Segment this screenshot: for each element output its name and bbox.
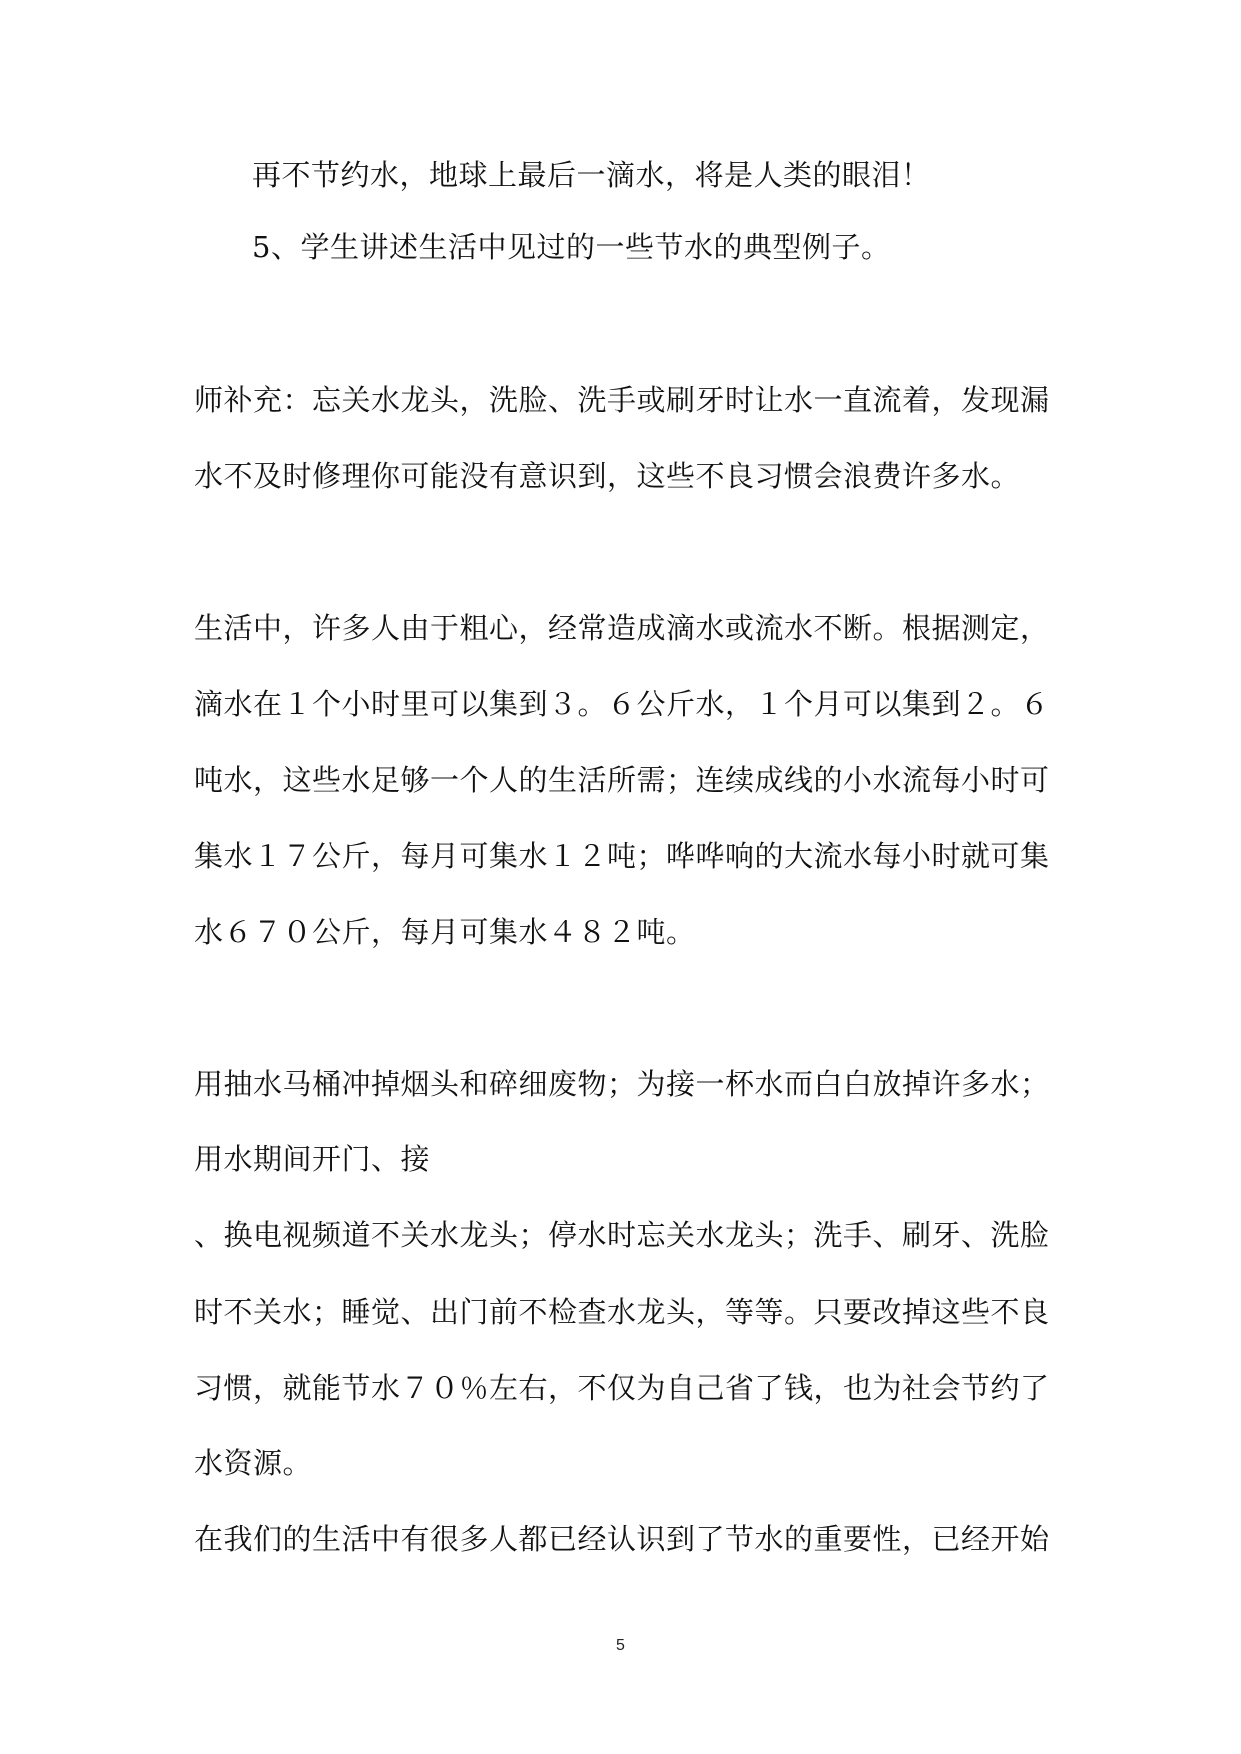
text-line: 师补充：忘关水龙头，洗脸、洗手或刷牙时让水一直流着，发现漏 [194,383,1050,417]
text-line: 吨水，这些水足够一个人的生活所需；连续成线的小水流每小时可 [194,763,1050,797]
text-line: 再不节约水，地球上最后一滴水，将是人类的眼泪！ [252,158,931,192]
text-line: 用水期间开门、接 [194,1142,431,1176]
text-line: 水资源。 [194,1446,313,1480]
text-line: 5、学生讲述生活中见过的一些节水的典型例子。 [252,230,891,264]
text-line: 在我们的生活中有很多人都已经认识到了节水的重要性，已经开始 [194,1522,1050,1556]
text-line: 水６７０公斤，每月可集水４８２吨。 [194,915,696,949]
page-number: 5 [616,1637,625,1654]
text-line: 时不关水；睡觉、出门前不检查水龙头，等等。只要改掉这些不良 [194,1295,1050,1329]
text-line: 生活中，许多人由于粗心，经常造成滴水或流水不断。根据测定， [194,611,1050,645]
text-line: 用抽水马桶冲掉烟头和碎细废物；为接一杯水而白白放掉许多水； [194,1067,1050,1101]
text-line: 、换电视频道不关水龙头；停水时忘关水龙头；洗手、刷牙、洗脸 [194,1218,1050,1252]
text-line: 集水１７公斤，每月可集水１２吨；哗哗响的大流水每小时就可集 [194,839,1050,873]
text-line: 习惯，就能节水７０％左右，不仅为自己省了钱，也为社会节约了 [194,1371,1050,1405]
text-line: 滴水在１个小时里可以集到３。６公斤水，１个月可以集到２。６ [194,687,1050,721]
text-line: 水不及时修理你可能没有意识到，这些不良习惯会浪费许多水。 [194,459,1021,493]
